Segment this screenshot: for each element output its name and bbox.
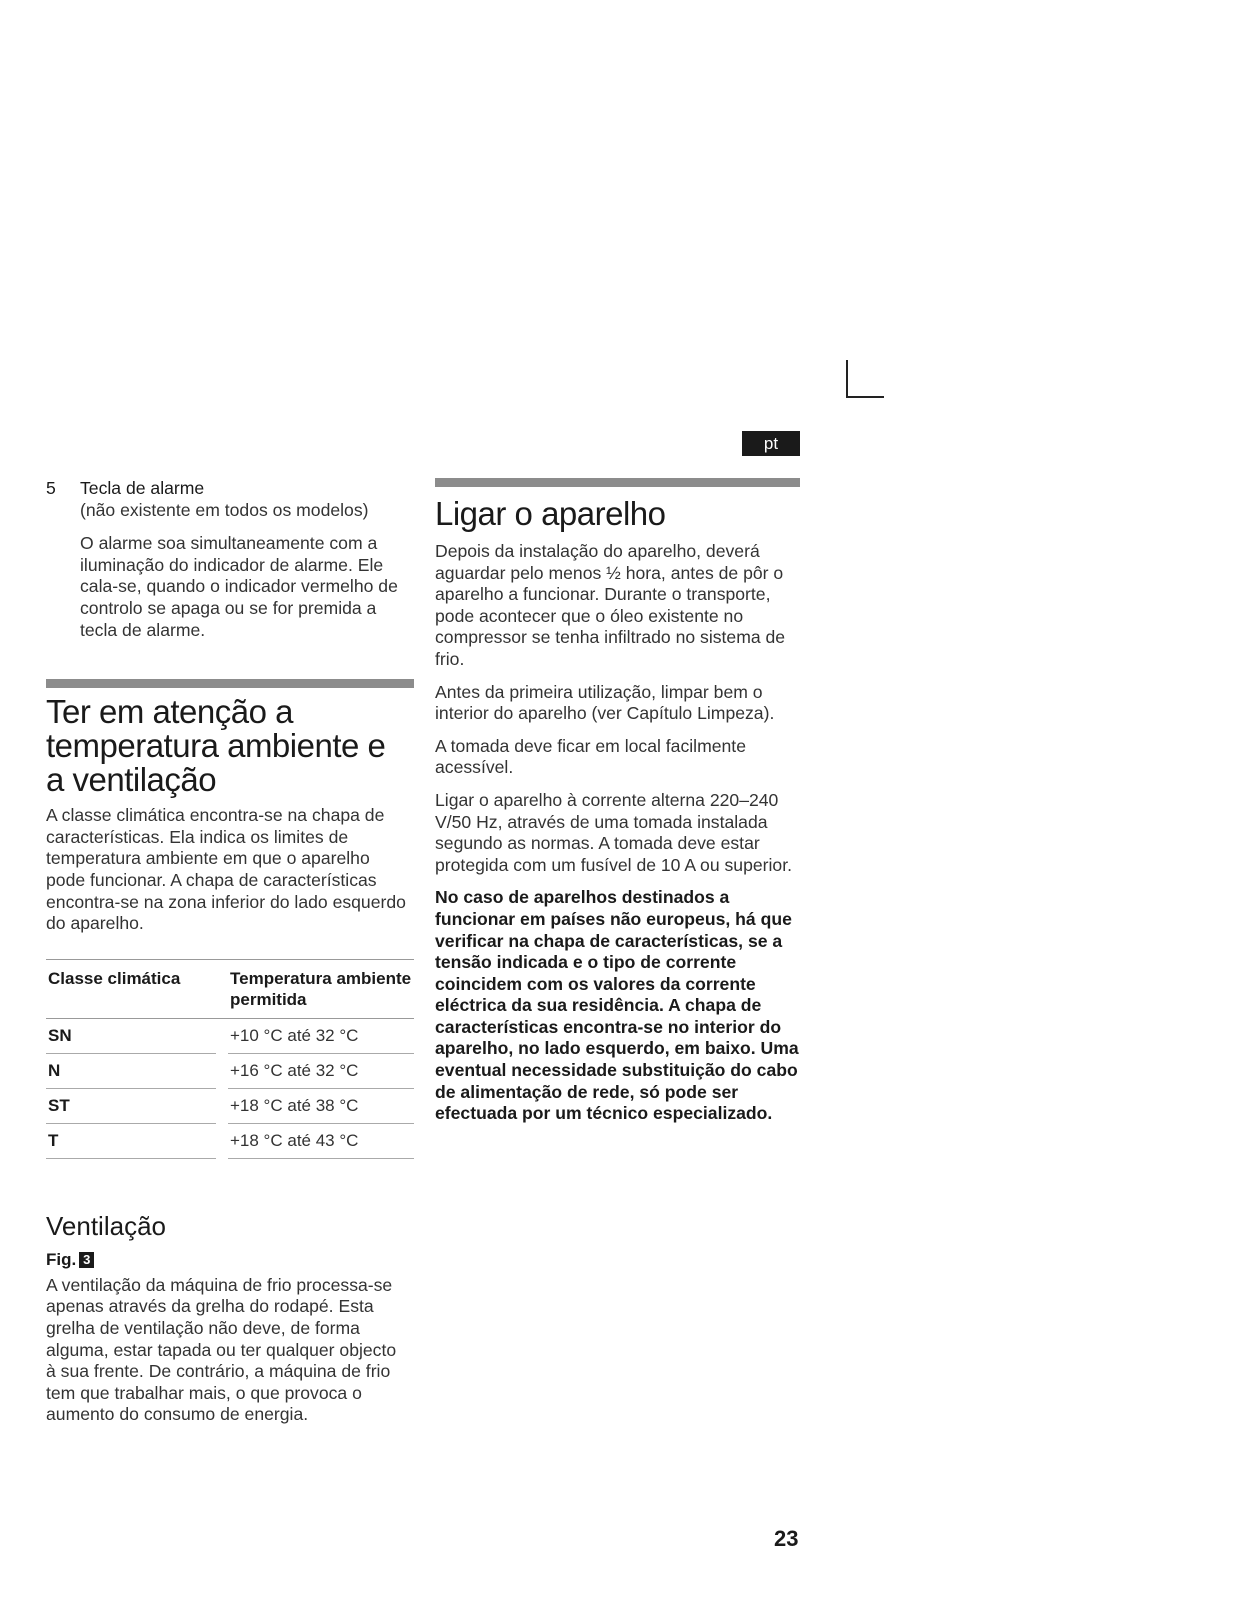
right-column <box>435 478 800 1125</box>
list-item-title: Tecla de alarme <box>80 478 205 498</box>
table-header-row <box>46 959 414 1019</box>
section-divider-bar <box>46 679 414 688</box>
section-title-connect: Ligar o aparelho <box>435 495 666 532</box>
table-gap <box>216 1054 228 1089</box>
table-row <box>46 1089 414 1124</box>
table-cell-class: SN <box>46 1019 216 1054</box>
section-body-temperature: A classe climática encontra-se na chapa de características. Ela indica os limites de temperatura ambiente em que o aparelho pode funcionar. A chapa de características encontra-se na zona inferior do lado esquerdo do aparelho. <box>46 805 406 934</box>
left-column <box>46 478 412 1426</box>
connect-paragraph: A tomada deve ficar em local facilmente acessível. <box>435 735 746 778</box>
language-badge: pt <box>742 431 800 456</box>
list-item-alarm-key <box>46 478 408 641</box>
list-item-subtitle: (não existente em todos os modelos) <box>80 499 369 520</box>
section-body-ventilation: A ventilação da máquina de frio processa-se apenas através da grelha do rodapé. Esta grelha de ventilação não deve, de forma alguma, estar tapada ou ter qualquer objecto à sua frente. De contrário, a máquina de frio tem que trabalhar mais, o que provoca o aumento do consumo de energia. <box>46 1274 397 1425</box>
table-cell-class: ST <box>46 1089 216 1124</box>
table-gap <box>216 1089 228 1124</box>
section-title-temperature: Ter em atenção a temperatura ambiente e a ventilação <box>46 693 386 799</box>
table-header-class: Classe climática <box>46 959 216 1019</box>
connect-paragraph: Ligar o aparelho à corrente alterna 220–240 V/50 Hz, através de uma tomada instalada segundo as normas. A tomada deve estar protegida com um fusível de 10 A ou superior. <box>435 789 792 875</box>
list-item-body: O alarme soa simultaneamente com a iluminação do indicador de alarme. Ele cala-se, quando o indicador vermelho de controlo se apaga ou se for premida a tecla de alarme. <box>80 533 398 640</box>
figure-reference <box>46 1249 408 1271</box>
figure-number-box: 3 <box>79 1252 94 1268</box>
figure-label: Fig. <box>46 1249 77 1269</box>
page-number: 23 <box>774 1526 799 1551</box>
connect-paragraph: Depois da instalação do aparelho, deverá aguardar pelo menos ½ hora, antes de pôr o aparelho a funcionar. Durante o transporte, pode acontecer que o óleo existente no compressor se tenha infiltrado no sistema de frio. <box>435 541 786 669</box>
connect-paragraph: Antes da primeira utilização, limpar bem o interior do aparelho (ver Capítulo Limpeza). <box>435 681 775 724</box>
table-row <box>46 1019 414 1054</box>
climate-class-table <box>46 959 414 1159</box>
connect-warning-paragraph: No caso de aparelhos destinados a funcionar em países não europeus, há que verificar na chapa de características, se a tensão indicada e o tipo de corrente coincidem com os valores da corrente eléctrica da sua residência. A chapa de características encontra-se no interior do aparelho, no lado esquerdo, em baixo. Uma eventual necessidade substituição do cabo de alimentação de rede, só pode ser efectuada por um técnico especializado. <box>435 887 799 1124</box>
table-row <box>46 1124 414 1159</box>
section-divider-bar <box>435 478 800 487</box>
table-header-temperature: Temperatura ambiente permitida <box>216 959 414 1019</box>
table-gap <box>216 1019 228 1054</box>
table-gap <box>216 1124 228 1159</box>
table-cell-temperature: +10 °C até 32 °C <box>228 1019 414 1054</box>
crop-mark <box>846 360 884 398</box>
table-cell-class: T <box>46 1124 216 1159</box>
table-cell-temperature: +16 °C até 32 °C <box>228 1054 414 1089</box>
table-cell-temperature: +18 °C até 38 °C <box>228 1089 414 1124</box>
list-number: 5 <box>46 478 56 498</box>
section-title-ventilation: Ventilação <box>46 1210 166 1241</box>
table-cell-class: N <box>46 1054 216 1089</box>
table-cell-temperature: +18 °C até 43 °C <box>228 1124 414 1159</box>
table-row <box>46 1054 414 1089</box>
